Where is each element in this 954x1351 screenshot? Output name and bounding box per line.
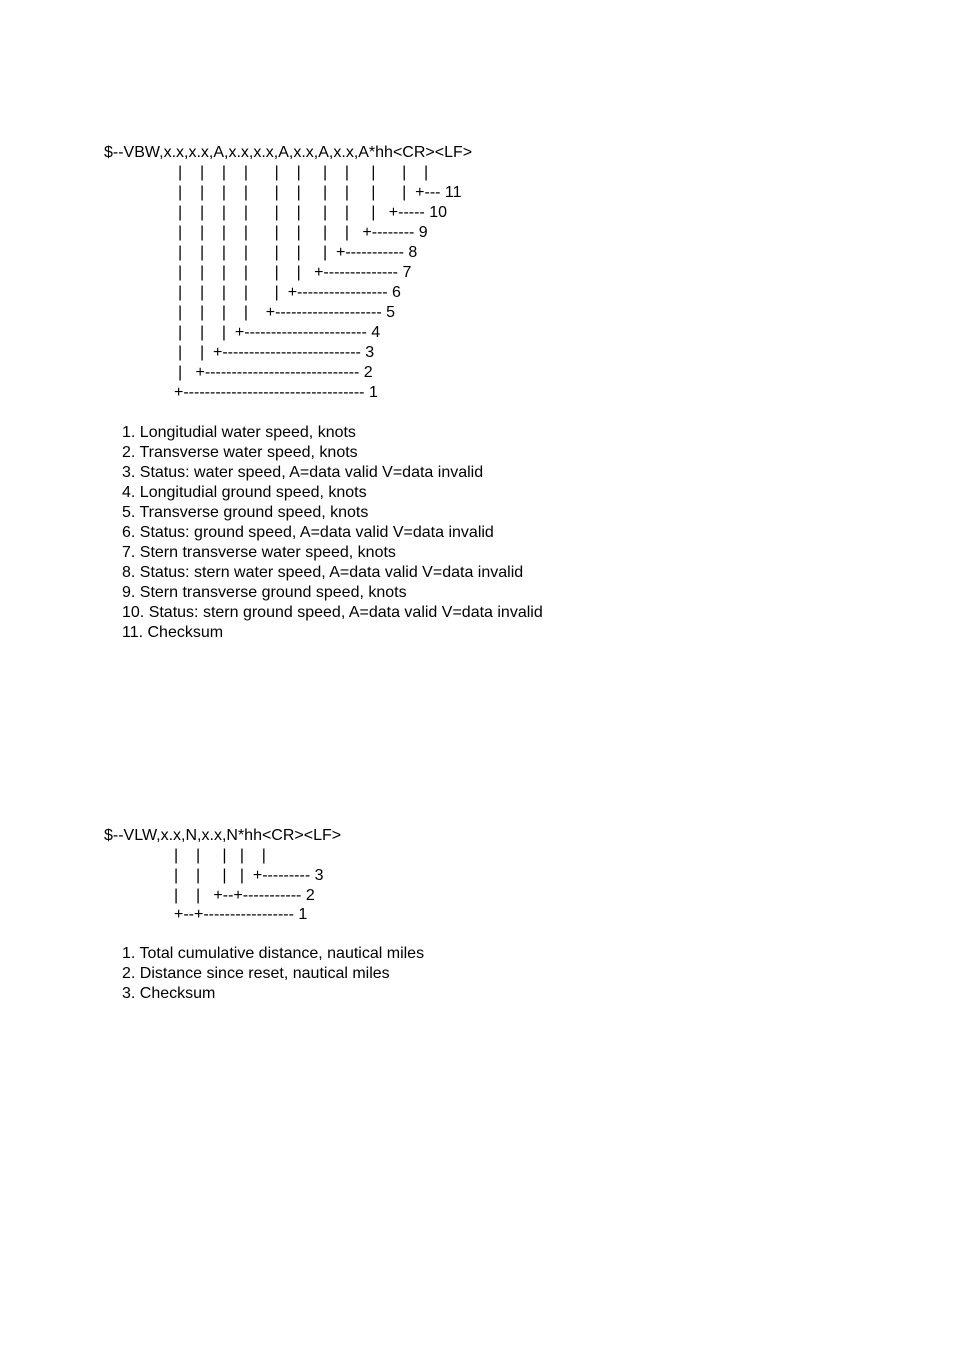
list-item: 9. Stern transverse ground speed, knots bbox=[122, 584, 407, 601]
list-item: 2. Transverse water speed, knots bbox=[122, 444, 358, 461]
vlw-sentence: $--VLW,x.x,N,x.x,N*hh<CR><LF> bbox=[104, 827, 342, 844]
vbw-diagram-line: | | | | | +----------------- 6 bbox=[178, 284, 401, 301]
list-item: 5. Transverse ground speed, knots bbox=[122, 504, 369, 521]
vbw-diagram-line: | | | | | | | | | | +--- 11 bbox=[178, 184, 462, 201]
list-item: 6. Status: ground speed, A=data valid V=data invalid bbox=[122, 524, 494, 541]
vbw-diagram-line: | | | +----------------------- 4 bbox=[178, 324, 381, 341]
list-item: 10. Status: stern ground speed, A=data valid V=data invalid bbox=[122, 604, 543, 621]
list-item: 3. Status: water speed, A=data valid V=data invalid bbox=[122, 464, 484, 481]
vbw-diagram-line: | | | | +-------------------- 5 bbox=[178, 304, 395, 321]
list-item: 3. Checksum bbox=[122, 985, 216, 1002]
vbw-diagram-line: | | | | | | | +----------- 8 bbox=[178, 244, 418, 261]
list-item: 8. Status: stern water speed, A=data valid V=data invalid bbox=[122, 564, 524, 581]
list-item: 2. Distance since reset, nautical miles bbox=[122, 965, 390, 982]
vbw-diagram-line: | +----------------------------- 2 bbox=[178, 364, 373, 381]
vbw-field-list bbox=[122, 423, 543, 643]
list-item: 1. Total cumulative distance, nautical miles bbox=[122, 945, 425, 962]
list-item: 1. Longitudial water speed, knots bbox=[122, 424, 356, 441]
list-item: 7. Stern transverse water speed, knots bbox=[122, 544, 396, 561]
list-item: 11. Checksum bbox=[122, 624, 224, 641]
vbw-sentence: $--VBW,x.x,x.x,A,x.x,x.x,A,x.x,A,x.x,A*hh<CR><LF> bbox=[104, 144, 473, 161]
vbw-diagram-line: +---------------------------------- 1 bbox=[174, 384, 378, 401]
vbw-diagram-line: | | +-------------------------- 3 bbox=[178, 344, 375, 361]
vlw-field-list bbox=[122, 944, 424, 1004]
vbw-diagram-line: | | | | | | | | | +----- 10 bbox=[178, 204, 447, 221]
vbw-diagram-line: | | | | | | | | +-------- 9 bbox=[178, 224, 428, 241]
vlw-diagram-line: | | +--+----------- 2 bbox=[174, 887, 315, 904]
vbw-diagram-line: | | | | | | +-------------- 7 bbox=[178, 264, 412, 281]
vlw-diagram-line: | | | | +--------- 3 bbox=[174, 867, 324, 884]
vlw-diagram-line: | | | | | bbox=[174, 847, 266, 864]
vbw-diagram-line: | | | | | | | | | | | bbox=[178, 164, 429, 181]
vlw-diagram-line: +--+----------------- 1 bbox=[174, 906, 308, 923]
list-item: 4. Longitudial ground speed, knots bbox=[122, 484, 367, 501]
